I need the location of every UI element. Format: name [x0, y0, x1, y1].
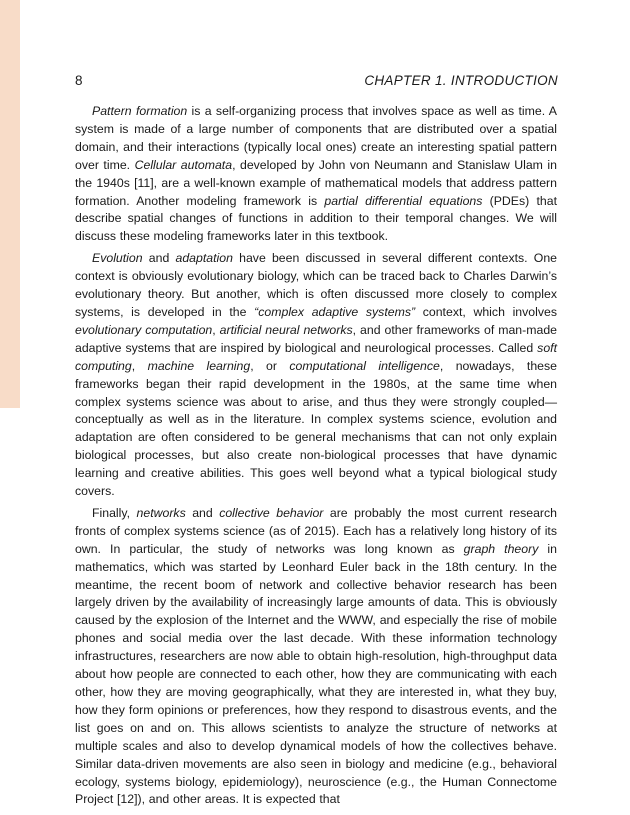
- text-run: , or: [250, 358, 290, 373]
- text-run: Finally,: [92, 505, 137, 520]
- page-number: 8: [75, 73, 83, 88]
- text-run: are probably the most current research fronts of complex systems science (as of 2015). Each has a relatively long history of its own. In particular, the study of networks was long known as: [75, 505, 557, 556]
- paragraph-evolution-adaptation: [75, 250, 557, 501]
- emphasized-term: collective behavior: [219, 505, 324, 520]
- paragraph-networks-collective-behavior: [75, 505, 557, 809]
- text-run: ,: [212, 322, 220, 337]
- text-run: context, which involves: [415, 304, 557, 319]
- text-run: have been discussed in several different contexts. One context is obviously evolutionary biology, which can be traced back to Charles Darwin’s evolutionary theory. But another, which is often discussed more closely to complex systems, is developed in the: [75, 251, 557, 319]
- emphasized-term: Cellular automata: [134, 157, 233, 172]
- running-head-chapter-title: CHAPTER 1. INTRODUCTION: [364, 73, 558, 88]
- emphasized-term: Pattern formation: [92, 104, 188, 118]
- emphasized-term: networks: [136, 505, 186, 520]
- text-run: and: [142, 251, 176, 266]
- text-run: , developed by John von Neumann and Stanislaw Ulam in the 1940s [11], are a well-known example of mathematical models that address pattern formation. Another modeling framework is: [75, 157, 557, 208]
- emphasized-term: soft computing: [75, 340, 557, 373]
- emphasized-term: artificial neural networks: [219, 322, 353, 337]
- emphasized-term: Evolution: [92, 251, 143, 266]
- body-text: [75, 103, 557, 813]
- text-run: (PDEs) that describe spatial changes of functions in addition to their temporal changes. We will discuss these modeling frameworks later in this textbook.: [75, 193, 557, 244]
- text-run: , nowadays, these frameworks began their rapid development in the 1980s, at the same time when complex systems science was about to arise, and thus they were strongly coupled—conceptually as well as in the literature. In complex systems science, evolution and adaptation are often considered to be general mechanisms that can not only explain biological processes, but also create non-biological processes that have dynamic learning and creative abilities. This goes well beyond what a typical biological study covers.: [75, 358, 557, 499]
- text-run: is a self-organizing process that involves space as well as time. A system is made of a large number of components that are distributed over a spatial domain, and their interactions (typically local ones) create an interesting spatial pattern over time.: [75, 104, 557, 172]
- margin-color-band: [0, 0, 20, 408]
- text-run: , and other frameworks of man-made adaptive systems that are inspired by biological and neurological processes. Called: [75, 322, 557, 355]
- text-run: in mathematics, which was started by Leonhard Euler back in the 18th century. In the meantime, the recent boom of network and collective behavior research has been largely driven by the availability of increasingly large amounts of data. This is obviously caused by the explosion of the Internet and the WWW, and especially the rise of mobile phones and social media over the last decade. With these information technology infrastructures, researchers are now able to obtain high-resolution, high-throughput data about how people are connected to each other, how they are communicating with each other, how they are moving geographically, what they are interested in, what they buy, how they form opinions or preferences, how they respond to disastrous events, and the list goes on and on. This allows scientists to analyze the structure of networks at multiple scales and also to develop dynamical models of how the collectives behave. Similar data-driven movements are also seen in biology and medicine (e.g., behavioral ecology, systems biology, epidemiology), neuroscience (e.g., the Human Connectome Project [12]), and other areas. It is expected that: [75, 541, 557, 807]
- emphasized-term: partial differential equations: [324, 193, 483, 208]
- paragraph-pattern-formation: [75, 103, 557, 246]
- emphasized-term: computational intelligence: [289, 358, 440, 373]
- emphasized-term: graph theory: [463, 541, 539, 556]
- emphasized-term: machine learning: [147, 358, 251, 373]
- emphasized-term: “complex adaptive systems”: [254, 304, 416, 319]
- emphasized-term: adaptation: [175, 251, 233, 266]
- emphasized-term: evolutionary computation: [75, 322, 213, 337]
- text-run: ,: [131, 358, 148, 373]
- text-run: and: [185, 505, 220, 520]
